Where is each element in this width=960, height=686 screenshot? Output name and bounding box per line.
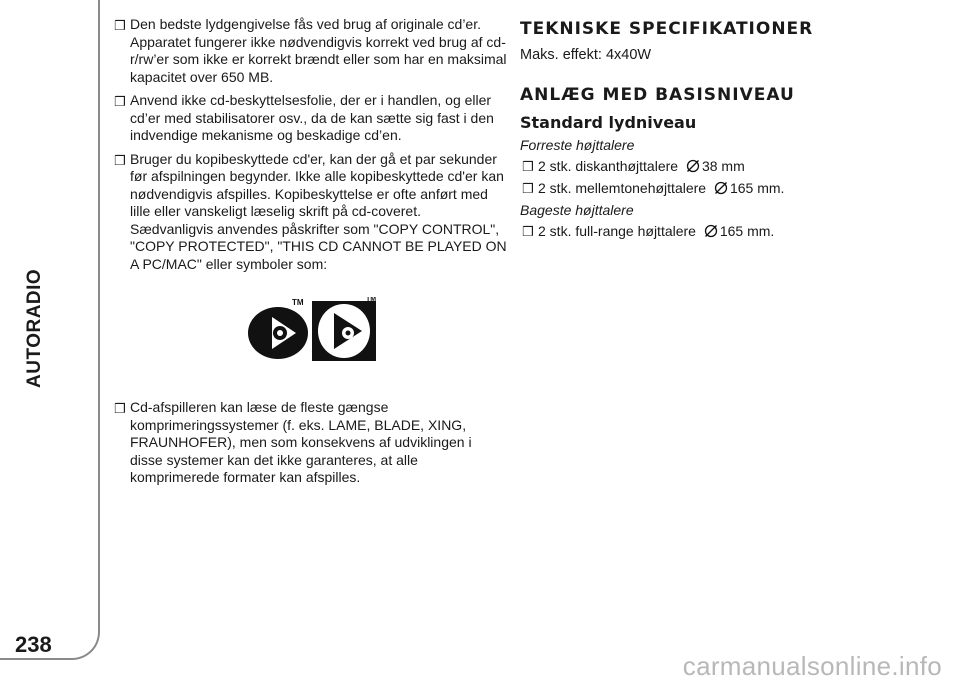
speaker-text: 2 stk. mellemtonehøjttalere [538, 180, 707, 196]
speaker-size: 165 mm. [729, 180, 785, 196]
checkbox-icon: ❒ [114, 94, 126, 109]
checkbox-icon: ❒ [522, 159, 534, 174]
speaker-text: 2 stk. diskanthøjttalere [538, 158, 679, 174]
speaker-size: 38 mm [701, 158, 745, 174]
checkbox-icon: ❒ [114, 152, 126, 168]
list-item [112, 399, 507, 487]
page-number: 238 [15, 632, 52, 657]
sidebar [0, 0, 100, 660]
speaker-text: 2 stk. full-range højttalere [538, 223, 696, 239]
list-item [112, 151, 507, 274]
watermark: carmanualsonline.info [682, 651, 942, 681]
list-item [520, 223, 940, 239]
diameter-icon [704, 224, 718, 238]
right-column [520, 16, 940, 245]
tm-mark: TM [366, 297, 377, 303]
tm-mark: TM [292, 298, 304, 307]
list-item [520, 158, 940, 174]
checkbox-icon: ❒ [522, 224, 534, 239]
checkbox-icon: ❒ [522, 181, 534, 196]
diameter-icon [714, 181, 728, 195]
list-item-text: Anvend ikke cd-beskyttelsesfolie, der er i handlen, og eller cd’er med stabilisatorer osv., da de kan sætte sig fast i den indvendige mekanisme og beskadige cd’en. [130, 92, 494, 143]
speaker-size: 165 mm. [719, 223, 775, 239]
copy-protection-logo-icon [312, 297, 378, 363]
spec-heading: TEKNISKE SPECIFIKATIONER [520, 19, 814, 39]
list-item [520, 180, 940, 196]
sidebar-title: AUTORADIO [24, 268, 45, 388]
left-column [112, 16, 507, 493]
basis-heading: ANLÆG MED BASISNIVEAU [520, 85, 795, 105]
list-item [112, 16, 507, 86]
diameter-icon [686, 159, 700, 173]
checkbox-icon: ❒ [114, 18, 126, 33]
copy-protection-logo-icon [246, 297, 310, 361]
list-item-text: Den bedste lydgengivelse fås ved brug af originale cd’er. Apparatet fungerer ikke nødvendigvis korrekt ved brug af cd-r/rw’er som ikke er korrekt brændt eller som har en maksimal kapacitet over 650 MB. [130, 16, 507, 85]
list-item [112, 92, 507, 145]
checkbox-icon: ❒ [114, 401, 126, 416]
list-item-text: Cd-afspilleren kan læse de fleste gængse komprimeringssystemer (f. eks. LAME, BLADE, XING, FRAUNHOFER), men som konsekvens af udviklingen i disse systemer kan det ikke garanteres, at alle komprimerede formater kan afspilles. [130, 399, 472, 485]
list-item-text: Bruger du kopibeskyttede cd'er, kan der gå et par sekunder før afspilningen begynder. Ikke alle kopibeskyttede cd'er kan nødvendigvis afspilles. Kopibeskyttelse er ofte anført med lille eller vanskeligt læselig skrift på cd-coveret. Sædvanligvis anvendes påskrifter som "COPY CONTROL", "COPY PROTECTED", "THIS CD CANNOT BE PLAYED ON A PC/MAC" eller symboler som: [130, 150, 507, 272]
front-speakers-label: Forreste højttalere [520, 137, 635, 153]
standard-heading: Standard lydniveau [520, 113, 697, 132]
rear-speakers-label: Bageste højttalere [520, 202, 634, 218]
max-effect: Maks. effekt: 4x40W [520, 47, 652, 63]
copy-protection-logos [112, 293, 507, 385]
